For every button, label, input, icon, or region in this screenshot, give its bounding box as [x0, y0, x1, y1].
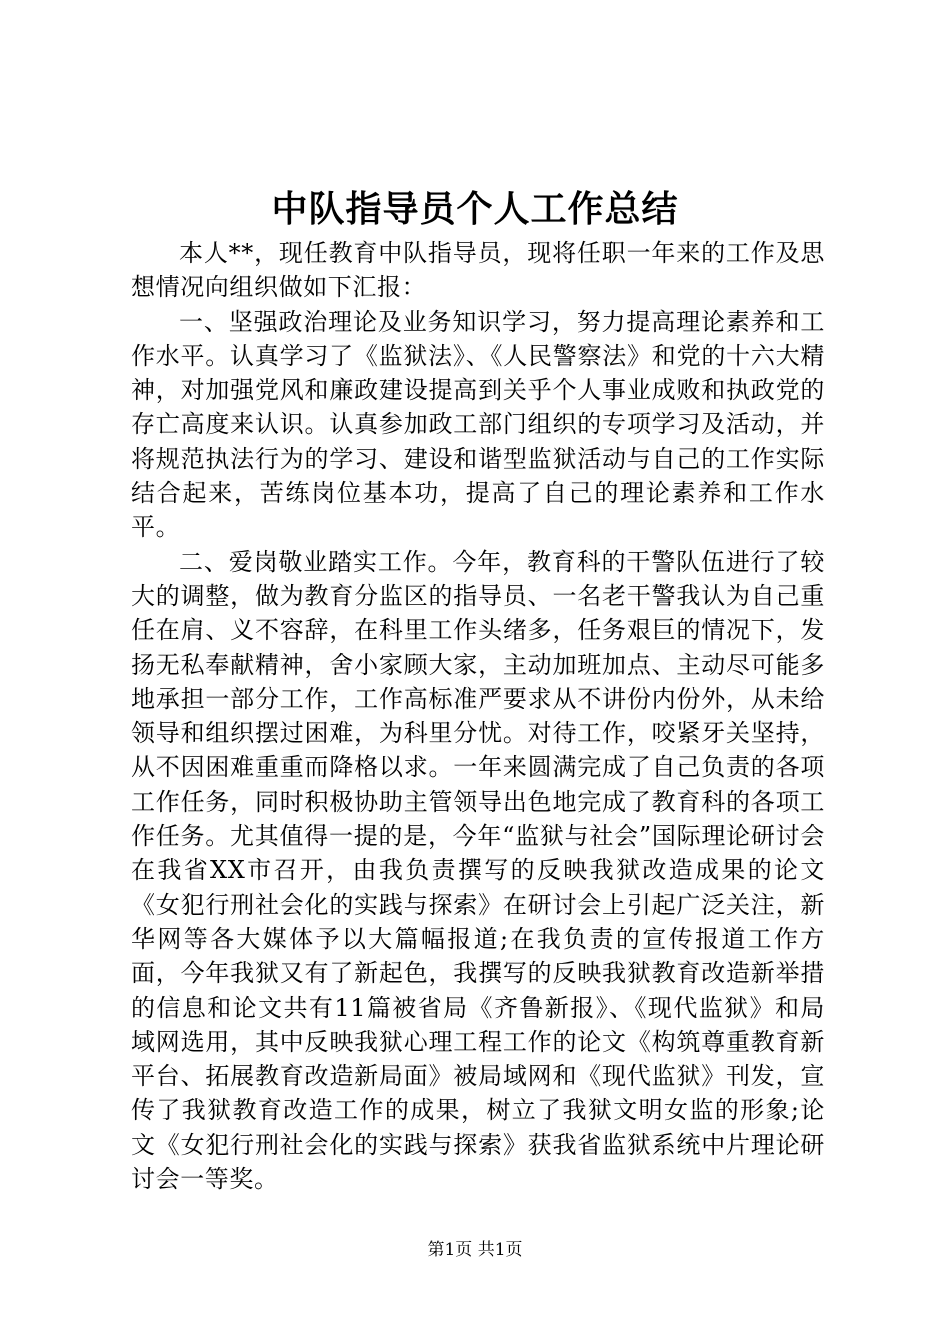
document-title: 中队指导员个人工作总结 [271, 188, 679, 230]
page-number-footer: 第1页 共1页 [427, 1240, 523, 1260]
paragraph-intro: 本人**，现任教育中队指导员，现将任职一年来的工作及思想情况向组织做如下汇报： [131, 239, 825, 302]
paragraph-section-2: 二、爱岗敬业踏实工作。今年，教育科的干警队伍进行了较大的调整，做为教育分监区的指导员、一名老干警我认为自己重任在肩、义不容辞，在科里工作头绪多，任务艰巨的情况下，发扬无私奉献精神，舍小家顾大家，主动加班加点、主动尽可能多地承担一部分工作，工作高标准严要求从不讲份内份外，从未给领导和组织摆过困难，为科里分忧。对待工作，咬紧牙关坚持，从不因困难重重而降格以求。一年来圆满完成了自己负责的各项工作任务，同时积极协助主管领导出色地完成了教育科的各项工作任务。尤其值得一提的是，今年“监狱与社会”国际理论研讨会在我省XX市召开，由我负责撰写的反映我狱改造成果的论文《女犯行刑社会化的实践与探索》在研讨会上引起广泛关注，新华网等各大媒体予以大篇幅报道;在我负责的宣传报道工作方面，今年我狱又有了新起色，我撰写的反映我狱教育改造新举措的信息和论文共有11篇被省局《齐鲁新报》、《现代监狱》和局域网选用，其中反映我狱心理工程工作的论文《构筑尊重教育新平台、拓展教育改造新局面》被局域网和《现代监狱》刊发，宣传了我狱教育改造工作的成果，树立了我狱文明女监的形象;论文《女犯行刑社会化的实践与探索》获我省监狱系统中片理论研讨会一等奖。 [131, 547, 825, 1194]
document-body [131, 236, 825, 1196]
paragraph-section-1: 一、坚强政治理论及业务知识学习，努力提高理论素养和工作水平。认真学习了《监狱法》、《人民警察法》和党的十六大精神，对加强党风和廉政建设提高到关乎个人事业成败和执政党的存亡高度来认识。认真参加政工部门组织的专项学习及活动，并将规范执法行为的学习、建设和谐型监狱活动与自己的工作实际结合起来，苦练岗位基本功，提高了自己的理论素养和工作水平。 [131, 307, 825, 542]
